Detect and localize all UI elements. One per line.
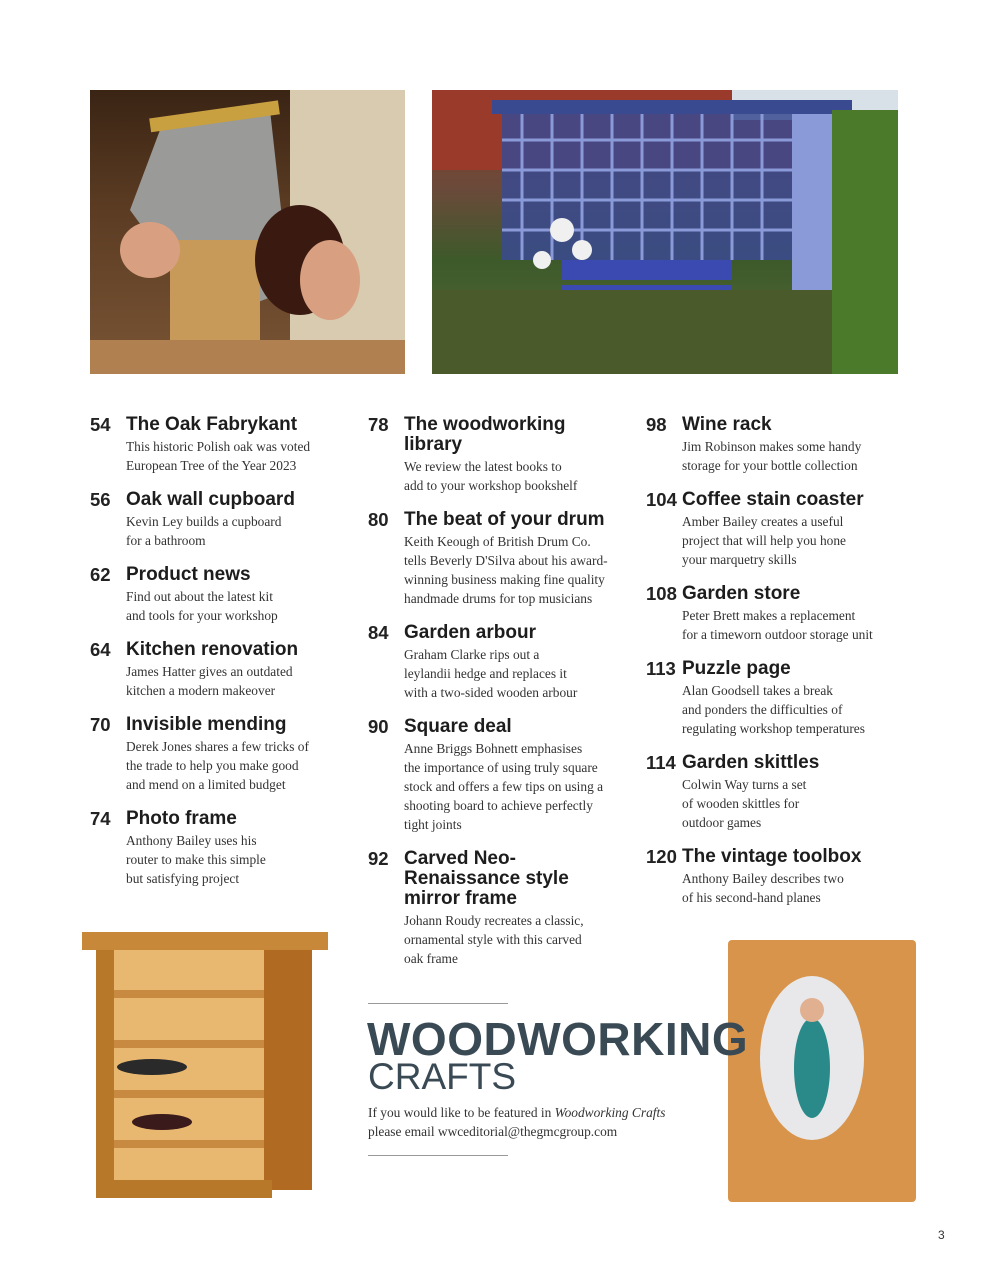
- contact-email-line: please email wwceditorial@thegmcgroup.com: [368, 1124, 618, 1139]
- contents-entry[interactable]: [368, 848, 638, 968]
- description-line: but satisfying project: [126, 871, 240, 886]
- contents-entry[interactable]: [90, 808, 360, 888]
- entry-title: Carved Neo-Renaissance style mirror frame: [404, 848, 569, 909]
- description-line: of his second-hand planes: [682, 890, 821, 905]
- description-line: with a two-sided wooden arbour: [404, 685, 578, 700]
- contents-entry[interactable]: [646, 583, 896, 644]
- entry-title: Kitchen renovation: [126, 639, 299, 660]
- entry-description: [404, 911, 638, 968]
- logo-crafts: CRAFTS: [368, 1056, 516, 1097]
- description-line: storage for your bottle collection: [682, 458, 858, 473]
- description-line: oak frame: [404, 951, 458, 966]
- entry-description: [404, 532, 638, 608]
- entry-description: [682, 775, 896, 832]
- contents-entry[interactable]: [646, 414, 896, 475]
- entry-description: [682, 869, 896, 907]
- contents-entry[interactable]: [90, 414, 360, 475]
- contents-entry[interactable]: [368, 414, 638, 495]
- description-line: Anthony Bailey describes two: [682, 871, 844, 886]
- entry-page-number: 90: [368, 716, 389, 737]
- contents-column-1: [90, 414, 360, 902]
- description-line: Colwin Way turns a set: [682, 777, 807, 792]
- entry-description: [404, 739, 638, 834]
- description-line: and tools for your workshop: [126, 608, 278, 623]
- entry-page-number: 62: [90, 564, 111, 585]
- description-line: outdoor games: [682, 815, 762, 830]
- photo-garden-arbour: [432, 90, 898, 374]
- entry-page-number: 70: [90, 714, 111, 735]
- arbour-illustration: [432, 90, 898, 374]
- entry-title: Wine rack: [682, 414, 772, 435]
- divider-top: [368, 1003, 508, 1004]
- description-line: Anthony Bailey uses his: [126, 833, 257, 848]
- photo-picture-frame: [728, 940, 916, 1202]
- description-line: project that will help you hone: [682, 533, 846, 548]
- description-line: Jim Robinson makes some handy: [682, 439, 862, 454]
- entry-page-number: 113: [646, 658, 676, 679]
- description-line: winning business making fine quality: [404, 572, 605, 587]
- entry-page-number: 78: [368, 414, 389, 435]
- contents-entry[interactable]: [368, 509, 638, 608]
- saw-illustration: [90, 90, 405, 374]
- contents-entry[interactable]: [646, 846, 896, 907]
- contents-entry[interactable]: [90, 639, 360, 700]
- description-line: tight joints: [404, 817, 462, 832]
- description-line: handmade drums for top musicians: [404, 591, 593, 606]
- entry-page-number: 64: [90, 639, 111, 660]
- entry-page-number: 56: [90, 489, 111, 510]
- entry-description: [126, 587, 360, 625]
- description-line: for a bathroom: [126, 533, 206, 548]
- contents-entry[interactable]: [646, 752, 896, 832]
- photo-tenon-saw: [90, 90, 405, 374]
- description-line: shooting board to achieve perfectly: [404, 798, 593, 813]
- entry-description: [126, 737, 360, 794]
- entry-page-number: 98: [646, 414, 667, 435]
- description-line: This historic Polish oak was voted: [126, 439, 311, 454]
- entry-page-number: 80: [368, 509, 389, 530]
- entry-description: [126, 831, 360, 888]
- wine-rack-illustration: [82, 932, 328, 1198]
- entry-title: Invisible mending: [126, 714, 287, 735]
- entry-page-number: 120: [646, 846, 677, 867]
- description-line: tells Beverly D'Silva about his award-: [404, 553, 608, 568]
- description-line: and mend on a limited budget: [126, 777, 286, 792]
- description-line: Amber Bailey creates a useful: [682, 514, 844, 529]
- description-line: stock and offers a few tips on using a: [404, 779, 604, 794]
- entry-page-number: 104: [646, 489, 677, 510]
- contents-entry[interactable]: [368, 716, 638, 834]
- contents-entry[interactable]: [646, 658, 896, 738]
- contents-column-3: [646, 414, 896, 921]
- entry-title: Garden arbour: [404, 622, 536, 643]
- description-line: Derek Jones shares a few tricks of: [126, 739, 309, 754]
- description-line: add to your workshop bookshelf: [404, 478, 578, 493]
- description-line: the importance of using truly square: [404, 760, 598, 775]
- entry-page-number: 114: [646, 752, 676, 773]
- description-line: kitchen a modern makeover: [126, 683, 276, 698]
- entry-page-number: 92: [368, 848, 389, 869]
- contents-entry[interactable]: [368, 622, 638, 702]
- entry-page-number: 54: [90, 414, 111, 435]
- contents-entry[interactable]: [90, 489, 360, 550]
- description-line: Keith Keough of British Drum Co.: [404, 534, 591, 549]
- description-line: regulating workshop temperatures: [682, 721, 865, 736]
- description-line: ornamental style with this carved: [404, 932, 582, 947]
- entry-title: The woodworking library: [404, 414, 566, 455]
- contents-column-2: [368, 414, 638, 982]
- entry-title: Garden skittles: [682, 752, 820, 773]
- entry-description: [682, 681, 896, 738]
- description-line: Peter Brett makes a replacement: [682, 608, 856, 623]
- description-line: Kevin Ley builds a cupboard: [126, 514, 282, 529]
- contents-entry[interactable]: [646, 489, 896, 569]
- description-line: the trade to help you make good: [126, 758, 299, 773]
- entry-title: Photo frame: [126, 808, 237, 829]
- description-line: James Hatter gives an outdated: [126, 664, 293, 679]
- description-line: for a timeworn outdoor storage unit: [682, 627, 873, 642]
- contact-prefix: If you would like to be featured in: [368, 1105, 555, 1120]
- description-line: Anne Briggs Bohnett emphasises: [404, 741, 583, 756]
- entry-title: The vintage toolbox: [682, 846, 862, 867]
- entry-page-number: 108: [646, 583, 677, 604]
- description-line: leylandii hedge and replaces it: [404, 666, 567, 681]
- entry-description: [682, 437, 896, 475]
- contents-entry[interactable]: [90, 564, 360, 625]
- description-line: and ponders the difficulties of: [682, 702, 843, 717]
- description-line: your marquetry skills: [682, 552, 797, 567]
- entry-description: [126, 662, 360, 700]
- entry-title: Product news: [126, 564, 251, 585]
- entry-description: [404, 645, 638, 702]
- contents-entry[interactable]: [90, 714, 360, 794]
- entry-page-number: 84: [368, 622, 389, 643]
- logo-woodworking: WOODWORKING: [367, 1013, 749, 1065]
- entry-description: [682, 606, 896, 644]
- entry-title: The beat of your drum: [404, 509, 605, 530]
- entry-title: Coffee stain coaster: [682, 489, 864, 510]
- entry-title: The Oak Fabrykant: [126, 414, 298, 435]
- entry-description: [126, 437, 360, 475]
- entry-title: Square deal: [404, 716, 512, 737]
- description-line: of wooden skittles for: [682, 796, 800, 811]
- contact-note: [368, 1103, 665, 1141]
- entry-title: Oak wall cupboard: [126, 489, 295, 510]
- entry-page-number: 74: [90, 808, 111, 829]
- contact-magazine-name: Woodworking Crafts: [554, 1105, 666, 1120]
- description-line: router to make this simple: [126, 852, 266, 867]
- description-line: Find out about the latest kit: [126, 589, 273, 604]
- description-line: European Tree of the Year 2023: [126, 458, 297, 473]
- entry-description: [682, 512, 896, 569]
- description-line: Graham Clarke rips out a: [404, 647, 540, 662]
- page-number: 3: [938, 1228, 945, 1242]
- entry-title: Puzzle page: [682, 658, 791, 679]
- description-line: We review the latest books to: [404, 459, 562, 474]
- entry-description: [404, 457, 638, 495]
- entry-title: Garden store: [682, 583, 801, 604]
- frame-illustration: [728, 940, 916, 1202]
- entry-description: [126, 512, 360, 550]
- description-line: Alan Goodsell takes a break: [682, 683, 833, 698]
- description-line: Johann Roudy recreates a classic,: [404, 913, 584, 928]
- photo-wine-rack: [82, 932, 328, 1198]
- divider-bottom: [368, 1155, 508, 1156]
